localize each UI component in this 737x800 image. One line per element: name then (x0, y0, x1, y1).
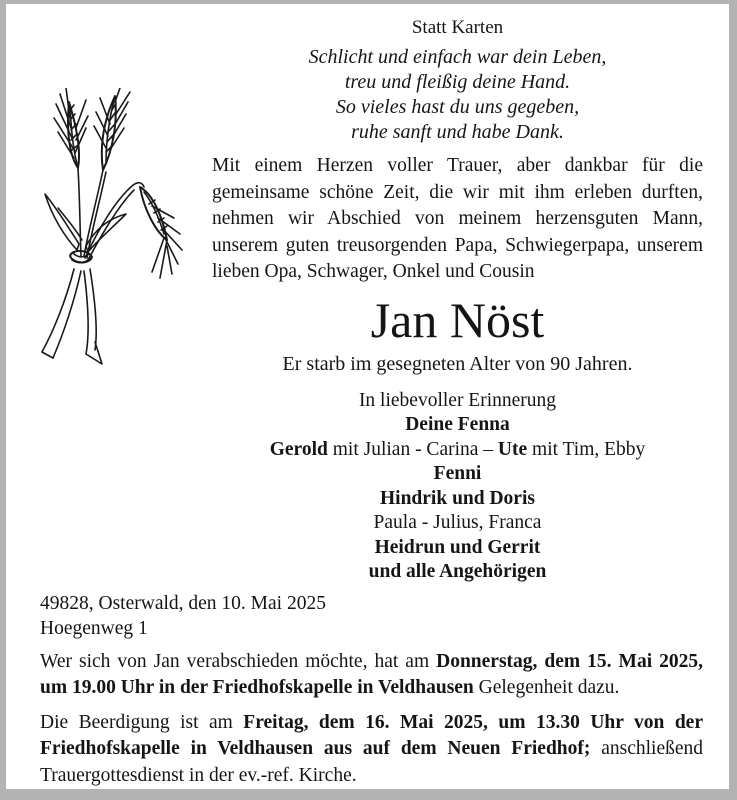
obituary-card (6, 4, 729, 789)
mourner-line (212, 536, 703, 561)
poem-line: So vieles hast du uns gegeben, (335, 96, 580, 118)
poem-line: ruhe sanft und habe Dank. (351, 121, 564, 143)
mourners-block (212, 389, 703, 585)
text-segment: Wer sich von Jan verabschieden möchte, hat am (40, 650, 437, 672)
mourner-line (212, 462, 703, 487)
intro-paragraph: Mit einem Herzen voller Trauer, aber dankbar für die gemeinsame schöne Zeit, die wir mit ihm erleben durften, nehmen wir Abschied von meinem herzensguten Mann, unserem guten treusorgenden Papa, Schwiegerpapa, unserem lieben Opa, Schwager, Onkel und Cousin (212, 155, 703, 282)
text-segment: Ute (497, 438, 528, 460)
mourners-list (212, 413, 703, 585)
memory-header: In liebevoller Erinnerung (358, 389, 557, 411)
text-segment: mit Julian - Carina – (327, 438, 498, 460)
text-segment: Donnerstag, dem 15. Mai 2025, um 19.00 Uhr in der Friedhofskapelle in Veldhausen (40, 650, 703, 698)
text-segment: Hindrik und Doris (380, 487, 535, 509)
deceased-name: Jan Nöst (370, 291, 545, 348)
address-line: Hoegenweg 1 (40, 617, 148, 639)
mourner-line (212, 413, 703, 438)
place-date-block (40, 591, 703, 641)
main-column (212, 4, 703, 585)
mourner-line (212, 511, 703, 536)
wheat-bundle-illustration (28, 88, 210, 372)
text-segment: Heidrun und Gerrit (374, 536, 541, 558)
mourner-line (212, 560, 703, 585)
text-segment: Gelegenheit dazu. (473, 677, 620, 698)
mourner-line (212, 438, 703, 463)
text-segment: Paula - Julius, Franca (373, 512, 542, 533)
wheat-bundle-icon (28, 88, 210, 372)
text-segment: Gerold (269, 438, 328, 460)
mourner-line (212, 487, 703, 512)
text-segment: anschließend Trauergottesdienst in der ev.-ref. Kirche. (40, 738, 703, 786)
text-segment: Fenni (433, 463, 482, 484)
farewell-paragraph (40, 649, 703, 702)
text-segment: Die Beerdigung ist am (40, 711, 244, 733)
text-segment: und alle Angehörigen (368, 561, 547, 582)
place-date-line: 49828, Osterwald, den 10. Mai 2025 (40, 592, 326, 614)
statt-karten-header: Statt Karten (411, 17, 504, 38)
text-segment: mit Tim, Ebby (527, 438, 646, 460)
age-line: Er starb im gesegneten Alter von 90 Jahren. (282, 352, 633, 375)
funeral-paragraph (40, 710, 703, 790)
poem-line: treu und fleißig deine Hand. (344, 71, 571, 93)
text-segment: Freitag, dem 16. Mai 2025, um 13.30 Uhr von der Friedhofskapelle in Veldhausen aus auf dem Neuen Friedhof; (40, 711, 703, 759)
poem (212, 45, 703, 145)
poem-line: Schlicht und einfach war dein Leben, (308, 46, 607, 68)
text-segment: Deine Fenna (405, 414, 510, 435)
